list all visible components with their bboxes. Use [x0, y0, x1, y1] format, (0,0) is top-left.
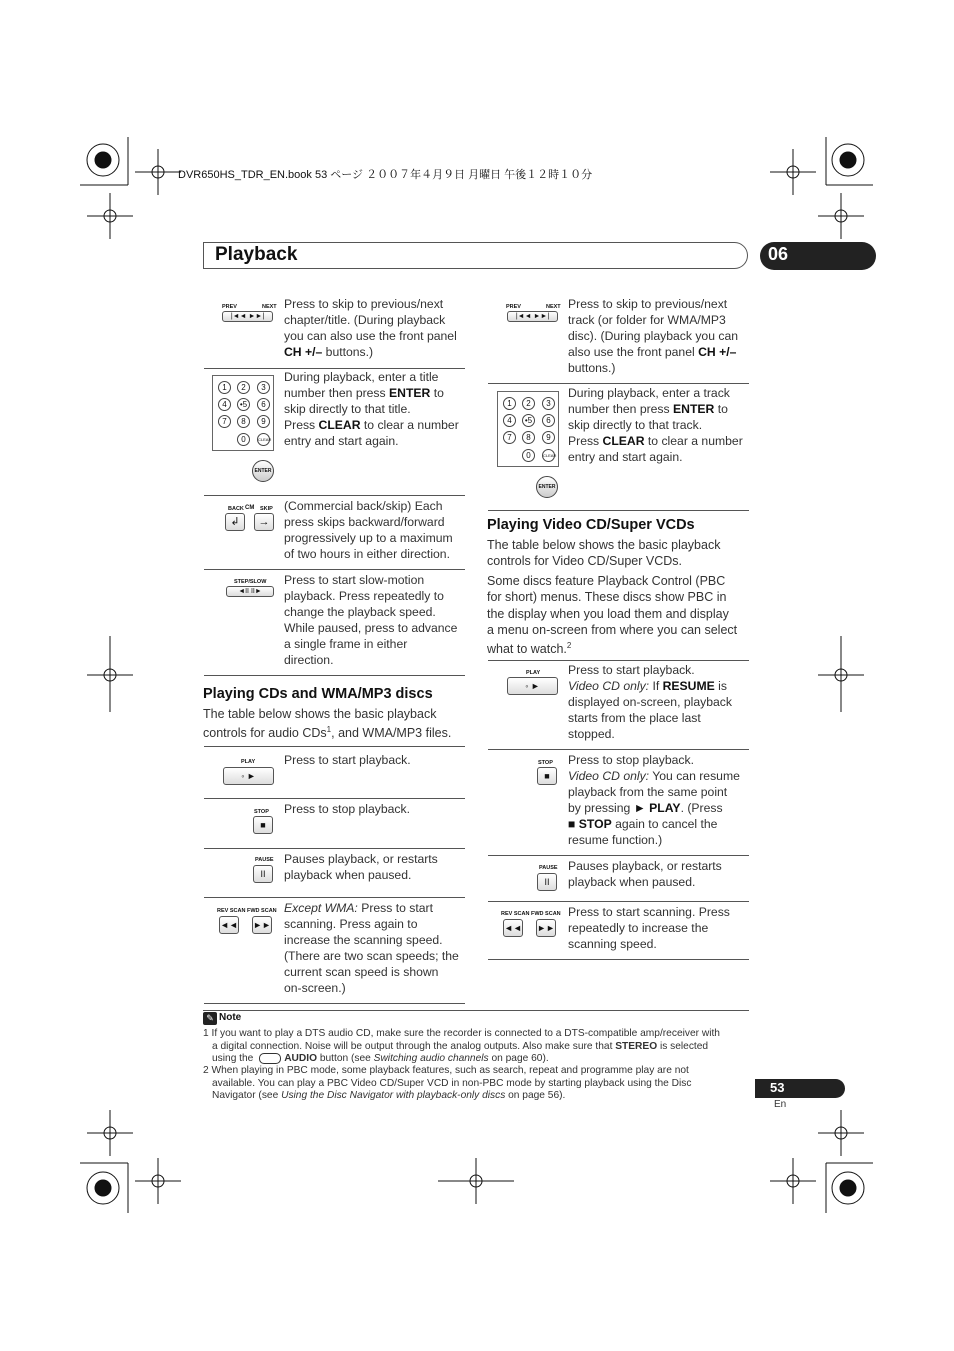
page-number: 53	[770, 1080, 785, 1095]
number-keypad-right: 1 2 3 4 •5 6 7 8 9 0 CLEAR	[497, 391, 559, 467]
vcd-intro-1: The table below shows the basic playback controls for Video CD/Super VCDs.	[487, 538, 721, 569]
number-keypad: 1 2 3 4 •5 6 7 8 9 0 CLEAR	[212, 375, 274, 451]
note-2: 2 When playing in PBC mode, some playback features, such as search, repeat and programme play are not available. You can play a PBC Video CD/Super VCD in non-PBC mode by starting playback using the Disc Navigator (see Using the Disc Navigator with playback-only discs on page 56).	[203, 1065, 692, 1101]
next-label-right: NEXT	[546, 304, 561, 310]
play-button	[223, 767, 274, 785]
stop-icon: ■	[544, 771, 550, 781]
prev-next-button	[222, 311, 273, 322]
fwd-scan-button-right	[536, 919, 556, 937]
rewind-icon: ◄◄	[220, 920, 238, 930]
step-fwd-icon: II►	[250, 588, 262, 595]
stop-label: STOP	[254, 809, 269, 815]
left-slow-desc: Press to start slow-motion playback. Press repeatedly to change the playback speed. While paused, press to advance a single frame in either direction.	[284, 573, 458, 667]
prev-label: PREV	[222, 304, 237, 310]
vcd-intro-2: Some discs feature Playback Control (PBC for short) menus. These discs show PBC in the display when you load them and display a menu on-screen from where you can select what to watch.$^2$	[487, 574, 738, 657]
pause-label-right: PAUSE	[539, 865, 558, 871]
pause-label: PAUSE	[255, 857, 274, 863]
pause-icon: II	[544, 877, 550, 887]
section-title: Playback	[215, 244, 298, 265]
next-icon: ►►|	[248, 313, 265, 320]
stop-icon: ■	[260, 820, 266, 830]
stop-button-right	[537, 767, 557, 785]
rev-scan-button-right	[503, 919, 523, 937]
rewind-icon: ◄◄	[504, 923, 522, 933]
play-label-right: PLAY	[526, 670, 541, 676]
pause-button-right	[537, 873, 557, 891]
cm-skip-button	[254, 513, 274, 531]
skip-arrow-icon: →	[258, 516, 270, 528]
cds-heading: Playing CDs and WMA/MP3 discs	[203, 686, 433, 702]
file-header: DVR650HS_TDR_EN.book 53 ページ ２００７年４月９日 月曜日 午後１２時１０分	[178, 169, 593, 181]
fwd-scan-label: FWD SCAN	[247, 908, 277, 914]
play-label: PLAY	[241, 759, 256, 765]
left-cm-desc: (Commercial back/skip) Each press skips backward/forward progressively up to a maximum of two hours in either direction.	[284, 499, 453, 561]
back-label: BACK	[228, 506, 244, 512]
skip-label: SKIP	[260, 506, 273, 512]
back-arrow-icon: ↲	[230, 516, 240, 528]
fwd-scan-button	[252, 916, 272, 934]
play-button-right	[507, 677, 558, 695]
cm-back-button	[225, 513, 245, 531]
prev-label-right: PREV	[506, 304, 521, 310]
stop-label-right: STOP	[538, 760, 553, 766]
play-icon: ◦ ►	[525, 681, 540, 691]
prev-icon: |◄◄	[515, 313, 532, 320]
left-prev-next-desc: Press to skip to previous/next chapter/title. (During playback you can also use the front panel CH +/– buttons.)	[284, 297, 457, 359]
fwd-scan-label-right: FWD SCAN	[531, 911, 561, 917]
left-number-desc: During playback, enter a title number then press ENTER to skip directly to that title. Press CLEAR to clear a number entry and start again.	[284, 370, 459, 448]
prev-icon: |◄◄	[230, 313, 247, 320]
note-1: 1 If you want to play a DTS audio CD, make sure the recorder is connected to a DTS-compatible amp/receiver with a digital connection. Noise will be output through the analog outputs. Also make sure that STEREO is selected using the AUDIO button (see Switching audio channels on page 60).	[203, 1028, 720, 1065]
rev-scan-button	[219, 916, 239, 934]
fast-forward-icon: ►►	[537, 923, 555, 933]
vcd-scan-desc: Press to start scanning. Press repeatedly to increase the scanning speed.	[568, 905, 730, 951]
enter-button: ENTER	[252, 460, 274, 482]
language-label: En	[774, 1099, 787, 1110]
play-icon: ◦ ►	[241, 771, 256, 781]
cds-scan-desc: Except WMA: Press to start scanning. Press again to increase the scanning speed. (There are two scan speeds; the current scan speed is shown on-screen.)	[284, 901, 459, 995]
cm-label: CM	[245, 505, 255, 511]
cds-pause-desc: Pauses playback, or restarts playback when paused.	[284, 852, 438, 882]
next-icon: ►►|	[533, 313, 550, 320]
enter-button-right: ENTER	[536, 476, 558, 498]
vcd-play-desc: Press to start playback. Video CD only: If RESUME is displayed on-screen, playback starts from the place last stopped.	[568, 663, 732, 741]
step-slow-button	[226, 586, 274, 597]
note-label: Note	[219, 1012, 242, 1023]
cds-play-desc: Press to start playback.	[284, 753, 411, 767]
fast-forward-icon: ►►	[253, 920, 271, 930]
step-back-icon: ◄II	[238, 588, 250, 595]
chapter-number: 06	[768, 244, 789, 264]
vcd-heading: Playing Video CD/Super VCDs	[487, 517, 695, 533]
note-rule	[203, 1010, 749, 1011]
vcd-stop-desc: Press to stop playback. Video CD only: You can resume playback from the same point by pressing ► PLAY. (Press ■ STOP again to cancel the resume function.)	[568, 753, 740, 847]
cds-intro: The table below shows the basic playback controls for audio CDs$^1$, and WMA/MP3 files.	[203, 707, 452, 741]
next-label: NEXT	[262, 304, 277, 310]
prev-next-button-right	[507, 311, 558, 322]
chapter-badge	[760, 242, 876, 270]
right-prev-next-desc: Press to skip to previous/next track (or folder for WMA/MP3 disc). (During playback you can also use the front panel CH +/– buttons.)	[568, 297, 739, 375]
rev-scan-label-right: REV SCAN	[501, 911, 530, 917]
cds-stop-desc: Press to stop playback.	[284, 802, 410, 816]
step-slow-label: STEP/SLOW	[234, 579, 267, 585]
stop-button	[253, 816, 273, 834]
rev-scan-label: REV SCAN	[217, 908, 246, 914]
pause-button	[253, 865, 273, 883]
pause-icon: II	[260, 869, 266, 879]
vcd-pause-desc: Pauses playback, or restarts playback when paused.	[568, 859, 722, 889]
page-number-badge	[755, 1079, 845, 1098]
right-number-desc: During playback, enter a track number then press ENTER to skip directly to that track. Press CLEAR to clear a number entry and start again.	[568, 386, 743, 464]
note-pencil-icon: ✎	[203, 1012, 217, 1025]
audio-icon	[259, 1053, 281, 1064]
